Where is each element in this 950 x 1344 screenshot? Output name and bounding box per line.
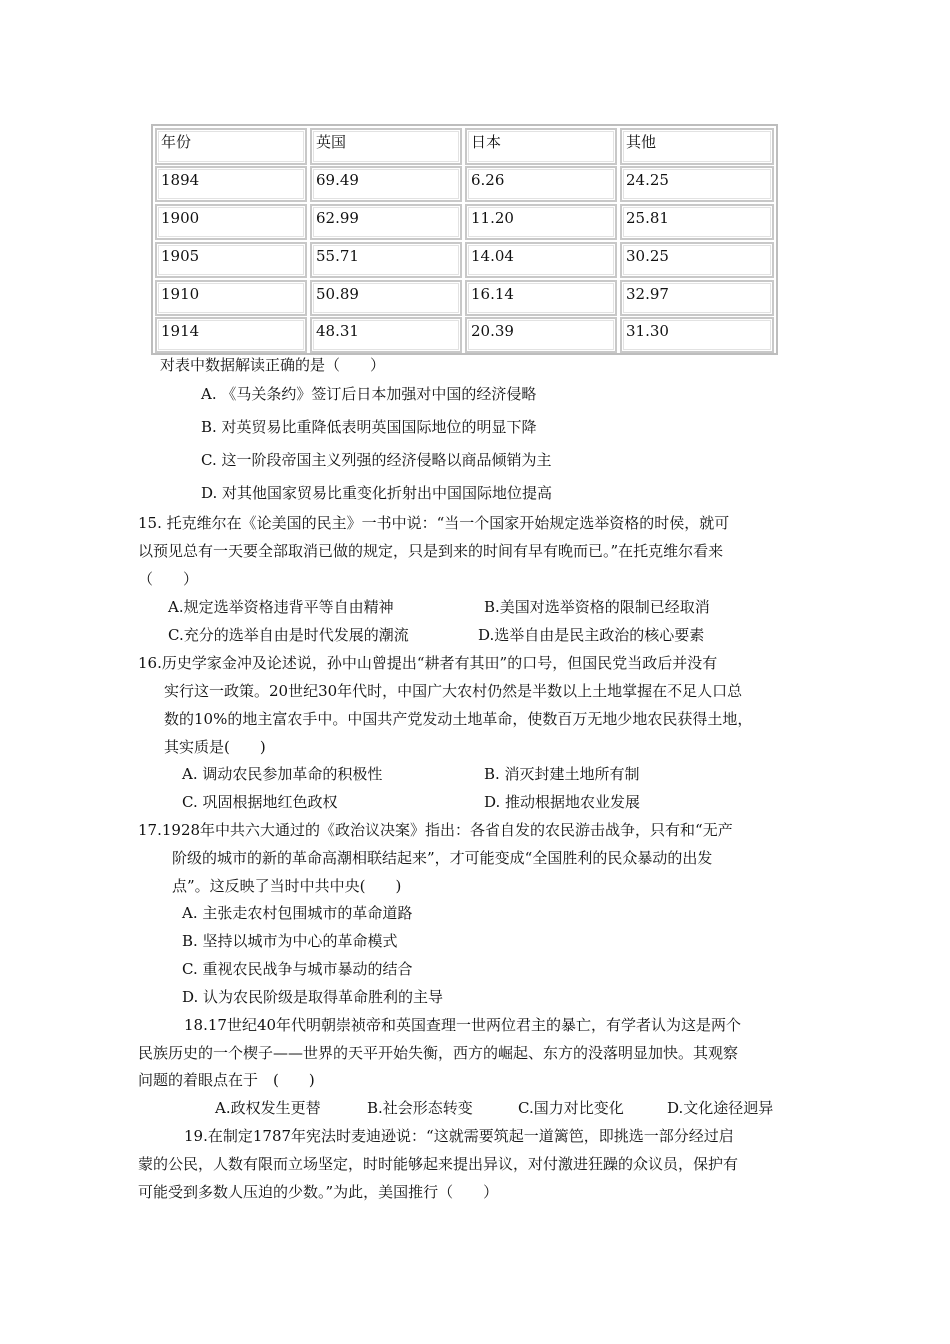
table-header-britain: 英国: [310, 128, 462, 165]
q19-line-1: 19.在制定1787年宪法时麦迪逊说：“这就需要筑起一道篱笆，即挑选一部分经过启: [184, 1127, 734, 1145]
table-cell: 62.99: [310, 204, 462, 240]
table-header-japan: 日本: [465, 128, 617, 165]
q14-option-d: D. 对其他国家贸易比重变化折射出中国国际地位提高: [201, 484, 553, 502]
q18-line-2: 民族历史的一个楔子——世界的天平开始失衡，西方的崛起、东方的没落明显加快。其观察: [138, 1044, 739, 1062]
table-cell: 32.97: [620, 280, 774, 316]
q18-line-3: 问题的着眼点在于 ( ): [138, 1071, 315, 1089]
q16-line-2: 实行这一政策。20世纪30年代时，中国广大农村仍然是半数以上土地掌握在不足人口总: [164, 682, 743, 700]
table-cell: 55.71: [310, 242, 462, 278]
q14-option-c: C. 这一阶段帝国主义列强的经济侵略以商品倾销为主: [201, 451, 552, 469]
table-header-year: 年份: [155, 128, 307, 165]
table-cell: 30.25: [620, 242, 774, 278]
table-cell: 16.14: [465, 280, 617, 316]
q15-option-d: D.选举自由是民主政治的核心要素: [478, 626, 705, 644]
q16-line-1: 16.历史学家金冲及论述说，孙中山曾提出“耕者有其田”的口号，但国民党当政后并没有: [138, 654, 718, 672]
table-cell: 48.31: [310, 317, 462, 353]
table-cell: 31.30: [620, 317, 774, 353]
table-cell: 1905: [155, 242, 307, 278]
q18-line-1: 18.17世纪40年代明朝崇祯帝和英国查理一世两位君主的暴亡，有学者认为这是两个: [184, 1016, 742, 1034]
q18-option-c: C.国力对比变化: [518, 1099, 624, 1117]
q15-line-3: （ ）: [138, 570, 199, 588]
q14-option-b: B. 对英贸易比重降低表明英国国际地位的明显下降: [201, 418, 537, 436]
table-cell: 20.39: [465, 317, 617, 353]
q16-option-c: C. 巩固根据地红色政权: [182, 793, 338, 811]
q15-option-a: A.规定选举资格违背平等自由精神: [168, 598, 394, 616]
q15-line-2: 以预见总有一天要全部取消已做的规定，只是到来的时间有早有晚而已。”在托克维尔看来: [138, 542, 724, 560]
q16-option-b: B. 消灭封建土地所有制: [484, 765, 640, 783]
q17-option-b: B. 坚持以城市为中心的革命模式: [182, 932, 398, 950]
q17-option-d: D. 认为农民阶级是取得革命胜利的主导: [182, 988, 444, 1006]
q19-line-2: 蒙的公民，人数有限而立场坚定，时时能够起来提出异议，对付激进狂躁的众议员，保护有: [138, 1155, 739, 1173]
q14-option-a: A. 《马关条约》签订后日本加强对中国的经济侵略: [201, 385, 537, 403]
q16-option-a: A. 调动农民参加革命的积极性: [182, 765, 383, 783]
q17-option-a: A. 主张走农村包围城市的革命道路: [182, 904, 413, 922]
table-cell: 6.26: [465, 166, 617, 202]
q15-option-b: B.美国对选举资格的限制已经取消: [484, 598, 710, 616]
trade-share-table: [151, 124, 778, 355]
q17-option-c: C. 重视农民战争与城市暴动的结合: [182, 960, 413, 978]
q17-line-3: 点”。这反映了当时中共中央( ): [172, 877, 402, 895]
q17-line-1: 17.1928年中共六大通过的《政治议决案》指出：各省自发的农民游击战争，只有和“无产: [138, 821, 733, 839]
q16-line-4: 其实质是( ): [164, 738, 266, 756]
q17-line-2: 阶级的城市的新的革命高潮相联结起来”，才可能变成“全国胜利的民众暴动的出发: [172, 849, 713, 867]
q18-option-a: A.政权发生更替: [215, 1099, 321, 1117]
q14-stem: 对表中数据解读正确的是（ ）: [160, 356, 386, 374]
q16-line-3: 数的10%的地主富农手中。中国共产党发动土地革命，使数百万无地少地农民获得土地，: [164, 710, 753, 728]
table-cell: 1894: [155, 166, 307, 202]
q18-option-d: D.文化途径迥异: [667, 1099, 774, 1117]
table-header-other: 其他: [620, 128, 774, 165]
q15-option-c: C.充分的选举自由是时代发展的潮流: [168, 626, 409, 644]
table-cell: 1914: [155, 317, 307, 353]
table-cell: 50.89: [310, 280, 462, 316]
table-cell: 24.25: [620, 166, 774, 202]
table-cell: 1900: [155, 204, 307, 240]
table-cell: 14.04: [465, 242, 617, 278]
table-cell: 11.20: [465, 204, 617, 240]
table-cell: 69.49: [310, 166, 462, 202]
q19-line-3: 可能受到多数人压迫的少数。”为此，美国推行（ ）: [138, 1183, 499, 1201]
table-cell: 1910: [155, 280, 307, 316]
table-cell: 25.81: [620, 204, 774, 240]
q16-option-d: D. 推动根据地农业发展: [484, 793, 641, 811]
q18-option-b: B.社会形态转变: [367, 1099, 473, 1117]
q15-line-1: 15. 托克维尔在《论美国的民主》一书中说：“当一个国家开始规定选举资格的时侯，就可: [138, 514, 730, 532]
